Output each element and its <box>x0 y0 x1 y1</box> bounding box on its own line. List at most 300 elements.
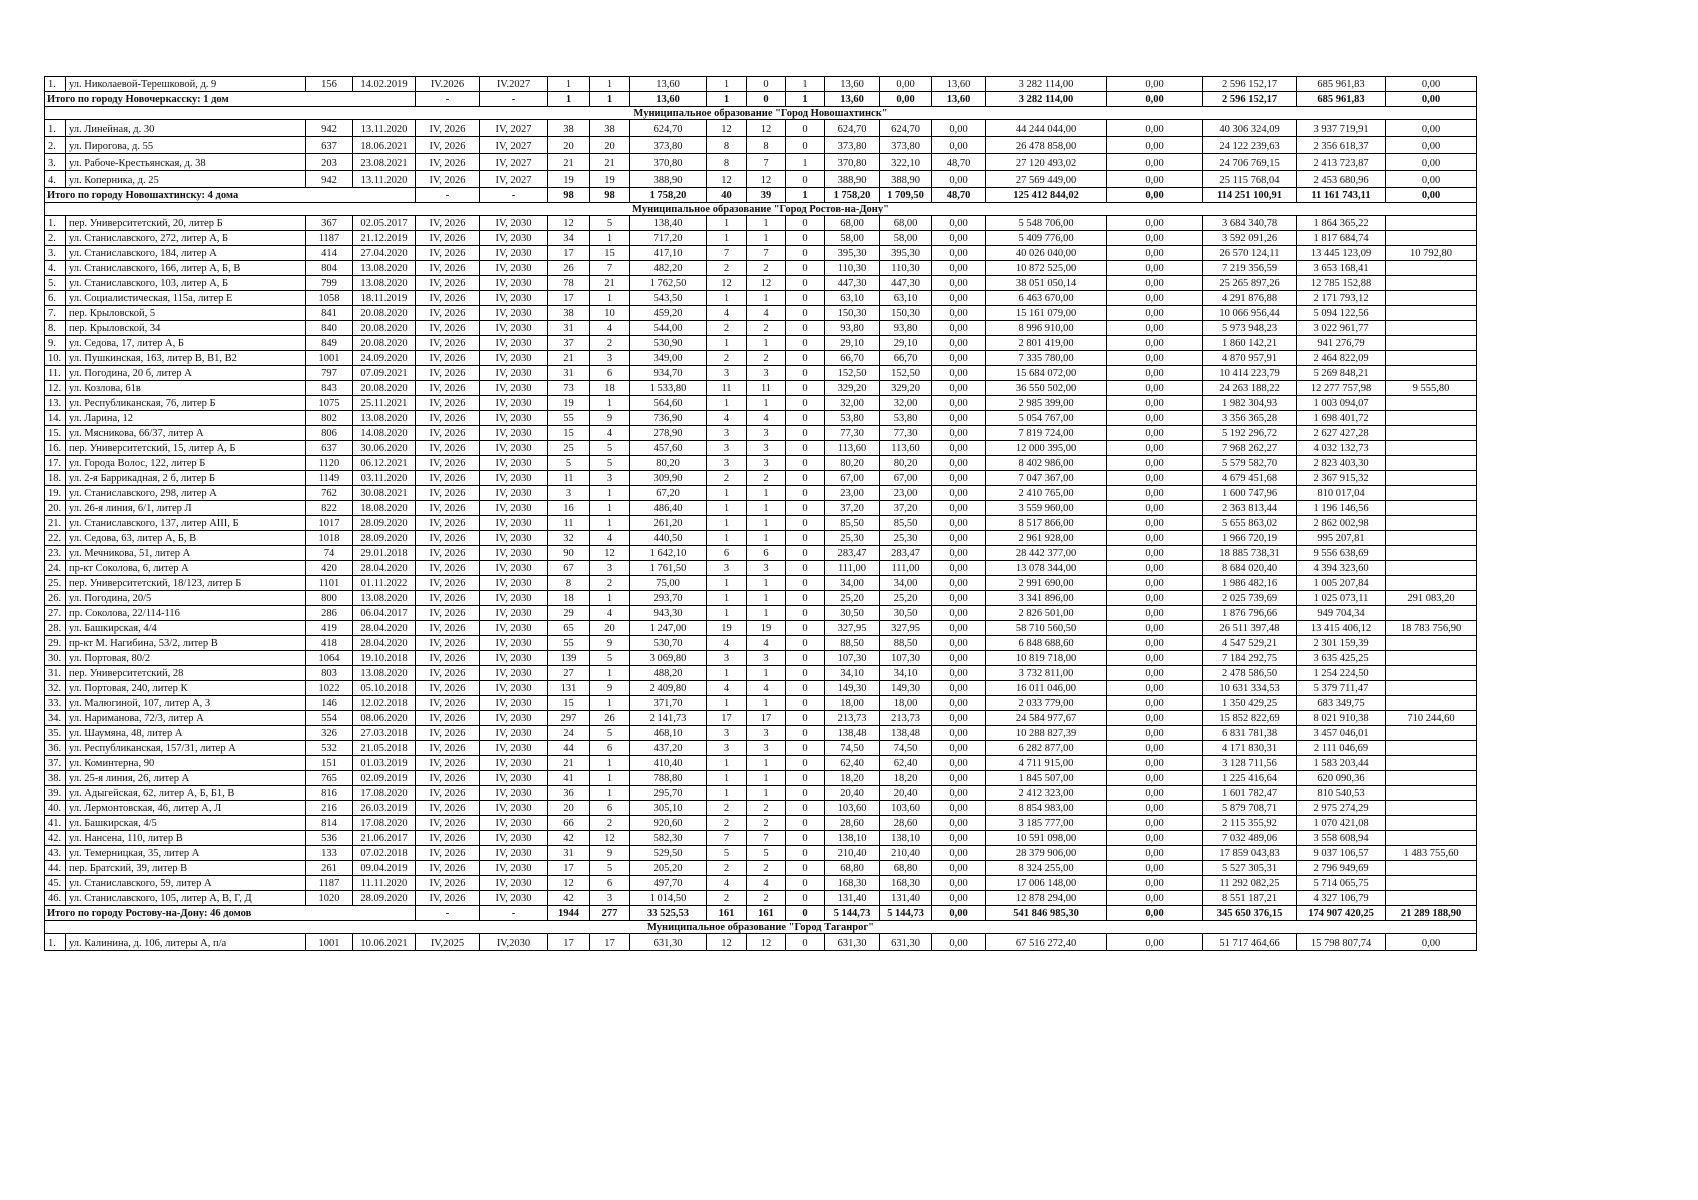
cell-c12: 0 <box>786 336 825 351</box>
cell-c14: 131,40 <box>880 891 932 906</box>
cell-c5: IV, 2026 <box>416 891 480 906</box>
cell-c17: 0,00 <box>1107 726 1203 741</box>
cell-c13: 447,30 <box>825 276 880 291</box>
cell-c7: 21 <box>548 756 590 771</box>
address-cell: ул. Республиканская, 76, литер Б <box>66 396 306 411</box>
cell-c8: 4 <box>590 426 630 441</box>
address-cell: пер. Университетский, 18/123, литер Б <box>66 576 306 591</box>
cell-c4: 11.11.2020 <box>353 876 416 891</box>
address-cell: ул. Станиславского, 137, литер АIII, Б <box>66 516 306 531</box>
cell-c7: 66 <box>548 816 590 831</box>
cell-c16: 8 996 910,00 <box>986 321 1107 336</box>
cell-c13: 66,70 <box>825 351 880 366</box>
cell-c12: 0 <box>786 696 825 711</box>
cell-c3: 637 <box>306 137 353 154</box>
cell-c16: 2 033 779,00 <box>986 696 1107 711</box>
cell-c12: 0 <box>786 831 825 846</box>
cell-c9: 349,00 <box>630 351 707 366</box>
cell-c15: 0,00 <box>932 366 986 381</box>
cell-c20: 1 483 755,60 <box>1386 846 1477 861</box>
cell-c7: 55 <box>548 636 590 651</box>
row-number: 19. <box>45 486 66 501</box>
total-cell-c12: 1 <box>786 188 825 203</box>
cell-c14: 327,95 <box>880 621 932 636</box>
cell-c17: 0,00 <box>1107 891 1203 906</box>
cell-c19: 2 453 680,96 <box>1297 171 1386 188</box>
cell-c19: 3 558 608,94 <box>1297 831 1386 846</box>
cell-c9: 943,30 <box>630 606 707 621</box>
table-row <box>45 276 1477 291</box>
cell-c8: 9 <box>590 411 630 426</box>
cell-c16: 13 078 344,00 <box>986 561 1107 576</box>
cell-c9: 261,20 <box>630 516 707 531</box>
cell-c15: 0,00 <box>932 891 986 906</box>
cell-c20 <box>1386 426 1477 441</box>
cell-c14: 77,30 <box>880 426 932 441</box>
cell-c20 <box>1386 726 1477 741</box>
cell-c7: 37 <box>548 336 590 351</box>
cell-c17: 0,00 <box>1107 636 1203 651</box>
total-cell-c5: - <box>416 906 480 921</box>
address-cell: пер. Университетский, 15, литер А, Б <box>66 441 306 456</box>
cell-c17: 0,00 <box>1107 681 1203 696</box>
address-cell: ул. Калинина, д. 106, литеры А, п/а <box>66 934 306 951</box>
cell-c5: IV, 2026 <box>416 411 480 426</box>
cell-c15: 0,00 <box>932 171 986 188</box>
total-cell-c18: 2 596 152,17 <box>1203 92 1297 107</box>
cell-c17: 0,00 <box>1107 934 1203 951</box>
cell-c5: IV, 2026 <box>416 741 480 756</box>
municipality-header-row <box>45 921 1477 934</box>
address-cell: пер. Крыловской, 5 <box>66 306 306 321</box>
address-cell: ул. Станиславского, 298, литер А <box>66 486 306 501</box>
cell-c9: 920,60 <box>630 816 707 831</box>
cell-c15: 0,00 <box>932 246 986 261</box>
cell-c4: 10.06.2021 <box>353 934 416 951</box>
cell-c13: 58,00 <box>825 231 880 246</box>
cell-c11: 12 <box>747 276 786 291</box>
address-cell: ул. Портовая, 240, литер К <box>66 681 306 696</box>
cell-c20 <box>1386 666 1477 681</box>
cell-c11: 2 <box>747 891 786 906</box>
cell-c19: 5 269 848,21 <box>1297 366 1386 381</box>
cell-c9: 205,20 <box>630 861 707 876</box>
cell-c3: 762 <box>306 486 353 501</box>
address-cell: ул. Пушкинская, 163, литер В, В1, В2 <box>66 351 306 366</box>
cell-c17: 0,00 <box>1107 801 1203 816</box>
cell-c12: 0 <box>786 576 825 591</box>
cell-c10: 2 <box>707 816 747 831</box>
table-row <box>45 756 1477 771</box>
cell-c15: 13,60 <box>932 77 986 92</box>
cell-c14: 0,00 <box>880 77 932 92</box>
cell-c9: 370,80 <box>630 154 707 171</box>
cell-c13: 210,40 <box>825 846 880 861</box>
total-cell-c18: 114 251 100,91 <box>1203 188 1297 203</box>
address-cell: пер. Крыловской, 34 <box>66 321 306 336</box>
cell-c11: 2 <box>747 261 786 276</box>
cell-c9: 468,10 <box>630 726 707 741</box>
cell-c9: 582,30 <box>630 831 707 846</box>
cell-c9: 736,90 <box>630 411 707 426</box>
cell-c6: IV, 2030 <box>480 636 548 651</box>
total-cell-c15: 13,60 <box>932 92 986 107</box>
row-number: 35. <box>45 726 66 741</box>
row-number: 1. <box>45 120 66 137</box>
cell-c6: IV, 2030 <box>480 336 548 351</box>
cell-c11: 1 <box>747 591 786 606</box>
cell-c17: 0,00 <box>1107 621 1203 636</box>
cell-c9: 486,40 <box>630 501 707 516</box>
cell-c7: 65 <box>548 621 590 636</box>
cell-c16: 8 324 255,00 <box>986 861 1107 876</box>
cell-c18: 4 547 529,21 <box>1203 636 1297 651</box>
table-row <box>45 696 1477 711</box>
cell-c15: 0,00 <box>932 471 986 486</box>
cell-c9: 2 409,80 <box>630 681 707 696</box>
address-cell: пр. Соколова, 22/114-116 <box>66 606 306 621</box>
cell-c8: 21 <box>590 154 630 171</box>
cell-c7: 42 <box>548 831 590 846</box>
table-row <box>45 801 1477 816</box>
cell-c4: 13.11.2020 <box>353 171 416 188</box>
cell-c10: 2 <box>707 861 747 876</box>
cell-c7: 31 <box>548 366 590 381</box>
address-cell: ул. Станиславского, 59, литер А <box>66 876 306 891</box>
cell-c20 <box>1386 576 1477 591</box>
cell-c10: 12 <box>707 120 747 137</box>
cell-c17: 0,00 <box>1107 411 1203 426</box>
cell-c4: 18.08.2020 <box>353 501 416 516</box>
cell-c7: 73 <box>548 381 590 396</box>
cell-c7: 38 <box>548 306 590 321</box>
cell-c4: 29.01.2018 <box>353 546 416 561</box>
cell-c6: IV, 2027 <box>480 120 548 137</box>
cell-c20: 0,00 <box>1386 171 1477 188</box>
table-row <box>45 576 1477 591</box>
cell-c7: 36 <box>548 786 590 801</box>
cell-c19: 8 021 910,38 <box>1297 711 1386 726</box>
table-row <box>45 666 1477 681</box>
cell-c13: 37,20 <box>825 501 880 516</box>
cell-c14: 68,00 <box>880 216 932 231</box>
cell-c15: 0,00 <box>932 546 986 561</box>
cell-c18: 1 600 747,96 <box>1203 486 1297 501</box>
cell-c7: 21 <box>548 154 590 171</box>
cell-c16: 6 848 688,60 <box>986 636 1107 651</box>
row-number: 5. <box>45 276 66 291</box>
cell-c10: 1 <box>707 591 747 606</box>
cell-c13: 631,30 <box>825 934 880 951</box>
cell-c14: 80,20 <box>880 456 932 471</box>
cell-c12: 0 <box>786 621 825 636</box>
cell-c19: 4 032 132,73 <box>1297 441 1386 456</box>
total-cell-c7: 98 <box>548 188 590 203</box>
cell-c16: 10 872 525,00 <box>986 261 1107 276</box>
cell-c20 <box>1386 876 1477 891</box>
row-number: 30. <box>45 651 66 666</box>
cell-c4: 08.06.2020 <box>353 711 416 726</box>
table-row <box>45 891 1477 906</box>
cell-c5: IV, 2026 <box>416 606 480 621</box>
cell-c7: 12 <box>548 216 590 231</box>
cell-c16: 8 854 983,00 <box>986 801 1107 816</box>
cell-c3: 816 <box>306 786 353 801</box>
cell-c19: 2 464 822,09 <box>1297 351 1386 366</box>
cell-c12: 0 <box>786 876 825 891</box>
table-row <box>45 546 1477 561</box>
cell-c17: 0,00 <box>1107 321 1203 336</box>
cell-c7: 1 <box>548 77 590 92</box>
cell-c17: 0,00 <box>1107 876 1203 891</box>
cell-c12: 0 <box>786 861 825 876</box>
cell-c20 <box>1386 546 1477 561</box>
cell-c14: 58,00 <box>880 231 932 246</box>
cell-c12: 0 <box>786 636 825 651</box>
cell-c3: 420 <box>306 561 353 576</box>
cell-c17: 0,00 <box>1107 120 1203 137</box>
cell-c16: 40 026 040,00 <box>986 246 1107 261</box>
cell-c6: IV,2030 <box>480 934 548 951</box>
cell-c11: 1 <box>747 516 786 531</box>
cell-c4: 06.12.2021 <box>353 456 416 471</box>
cell-c20: 0,00 <box>1386 137 1477 154</box>
cell-c9: 80,20 <box>630 456 707 471</box>
total-cell-c10: 1 <box>707 92 747 107</box>
cell-c10: 1 <box>707 576 747 591</box>
cell-c11: 2 <box>747 801 786 816</box>
cell-c12: 0 <box>786 501 825 516</box>
cell-c7: 34 <box>548 231 590 246</box>
cell-c4: 21.05.2018 <box>353 741 416 756</box>
cell-c19: 1 003 094,07 <box>1297 396 1386 411</box>
cell-c13: 103,60 <box>825 801 880 816</box>
cell-c5: IV, 2026 <box>416 816 480 831</box>
cell-c9: 305,10 <box>630 801 707 816</box>
cell-c7: 18 <box>548 591 590 606</box>
cell-c20 <box>1386 741 1477 756</box>
table-row <box>45 171 1477 188</box>
cell-c6: IV, 2030 <box>480 246 548 261</box>
address-cell: ул. Рабоче-Крестьянская, д. 38 <box>66 154 306 171</box>
cell-c11: 1 <box>747 486 786 501</box>
cell-c12: 0 <box>786 741 825 756</box>
cell-c13: 85,50 <box>825 516 880 531</box>
cell-c16: 7 047 367,00 <box>986 471 1107 486</box>
cell-c11: 1 <box>747 231 786 246</box>
cell-c6: IV, 2030 <box>480 591 548 606</box>
cell-c12: 0 <box>786 216 825 231</box>
total-cell-c7: 1944 <box>548 906 590 921</box>
cell-c6: IV, 2030 <box>480 486 548 501</box>
cell-c15: 0,00 <box>932 681 986 696</box>
cell-c19: 12 277 757,98 <box>1297 381 1386 396</box>
cell-c19: 685 961,83 <box>1297 77 1386 92</box>
city-total-row <box>45 188 1477 203</box>
row-number: 4. <box>45 261 66 276</box>
cell-c20 <box>1386 336 1477 351</box>
cell-c4: 17.08.2020 <box>353 816 416 831</box>
cell-c18: 15 852 822,69 <box>1203 711 1297 726</box>
cell-c5: IV, 2026 <box>416 456 480 471</box>
cell-c19: 15 798 807,74 <box>1297 934 1386 951</box>
table-row <box>45 231 1477 246</box>
cell-c10: 1 <box>707 531 747 546</box>
cell-c12: 0 <box>786 137 825 154</box>
cell-c14: 53,80 <box>880 411 932 426</box>
cell-c17: 0,00 <box>1107 576 1203 591</box>
cell-c8: 3 <box>590 471 630 486</box>
row-number: 44. <box>45 861 66 876</box>
cell-c20 <box>1386 891 1477 906</box>
cell-c6: IV, 2030 <box>480 711 548 726</box>
cell-c3: 418 <box>306 636 353 651</box>
table-row <box>45 636 1477 651</box>
cell-c4: 21.12.2019 <box>353 231 416 246</box>
cell-c5: IV, 2026 <box>416 516 480 531</box>
address-cell: ул. Станиславского, 184, литер А <box>66 246 306 261</box>
cell-c6: IV, 2030 <box>480 561 548 576</box>
table-row <box>45 651 1477 666</box>
cell-c3: 261 <box>306 861 353 876</box>
cell-c7: 19 <box>548 396 590 411</box>
cell-c12: 0 <box>786 321 825 336</box>
cell-c14: 23,00 <box>880 486 932 501</box>
cell-c16: 44 244 044,00 <box>986 120 1107 137</box>
cell-c11: 1 <box>747 771 786 786</box>
cell-c8: 5 <box>590 726 630 741</box>
cell-c14: 138,48 <box>880 726 932 741</box>
cell-c19: 5 379 711,47 <box>1297 681 1386 696</box>
cell-c19: 13 445 123,09 <box>1297 246 1386 261</box>
cell-c10: 17 <box>707 711 747 726</box>
table-row <box>45 486 1477 501</box>
cell-c12: 0 <box>786 756 825 771</box>
cell-c18: 1 225 416,64 <box>1203 771 1297 786</box>
cell-c12: 0 <box>786 381 825 396</box>
cell-c9: 138,40 <box>630 216 707 231</box>
table-row <box>45 816 1477 831</box>
cell-c15: 0,00 <box>932 351 986 366</box>
cell-c17: 0,00 <box>1107 771 1203 786</box>
cell-c10: 1 <box>707 486 747 501</box>
cell-c9: 497,70 <box>630 876 707 891</box>
cell-c4: 18.06.2021 <box>353 137 416 154</box>
cell-c18: 4 870 957,91 <box>1203 351 1297 366</box>
cell-c14: 631,30 <box>880 934 932 951</box>
cell-c17: 0,00 <box>1107 306 1203 321</box>
cell-c15: 0,00 <box>932 816 986 831</box>
cell-c17: 0,00 <box>1107 231 1203 246</box>
cell-c13: 138,10 <box>825 831 880 846</box>
cell-c18: 18 885 738,31 <box>1203 546 1297 561</box>
cell-c18: 40 306 324,09 <box>1203 120 1297 137</box>
row-number: 8. <box>45 321 66 336</box>
cell-c13: 283,47 <box>825 546 880 561</box>
cell-c7: 131 <box>548 681 590 696</box>
cell-c19: 5 094 122,56 <box>1297 306 1386 321</box>
cell-c7: 24 <box>548 726 590 741</box>
row-number: 10. <box>45 351 66 366</box>
cell-c20 <box>1386 606 1477 621</box>
cell-c6: IV, 2030 <box>480 441 548 456</box>
row-number: 1. <box>45 216 66 231</box>
cell-c11: 7 <box>747 246 786 261</box>
cell-c7: 139 <box>548 651 590 666</box>
cell-c15: 0,00 <box>932 321 986 336</box>
cell-c17: 0,00 <box>1107 846 1203 861</box>
cell-c17: 0,00 <box>1107 246 1203 261</box>
cell-c12: 1 <box>786 154 825 171</box>
row-number: 18. <box>45 471 66 486</box>
cell-c5: IV, 2026 <box>416 216 480 231</box>
cell-c10: 1 <box>707 756 747 771</box>
table-row <box>45 711 1477 726</box>
cell-c11: 2 <box>747 816 786 831</box>
table-row <box>45 531 1477 546</box>
cell-c4: 20.08.2020 <box>353 306 416 321</box>
cell-c6: IV, 2030 <box>480 471 548 486</box>
cell-c5: IV, 2026 <box>416 711 480 726</box>
cell-c14: 66,70 <box>880 351 932 366</box>
cell-c10: 3 <box>707 441 747 456</box>
cell-c9: 457,60 <box>630 441 707 456</box>
cell-c6: IV, 2030 <box>480 306 548 321</box>
cell-c8: 9 <box>590 636 630 651</box>
cell-c4: 17.08.2020 <box>353 786 416 801</box>
cell-c5: IV, 2026 <box>416 137 480 154</box>
cell-c6: IV, 2027 <box>480 154 548 171</box>
cell-c16: 3 282 114,00 <box>986 77 1107 92</box>
cell-c4: 07.09.2021 <box>353 366 416 381</box>
cell-c3: 1120 <box>306 456 353 471</box>
cell-c8: 1 <box>590 696 630 711</box>
cell-c11: 1 <box>747 336 786 351</box>
row-number: 21. <box>45 516 66 531</box>
cell-c6: IV, 2030 <box>480 816 548 831</box>
cell-c4: 19.10.2018 <box>353 651 416 666</box>
cell-c13: 13,60 <box>825 77 880 92</box>
cell-c13: 131,40 <box>825 891 880 906</box>
address-cell: ул. Линейная, д. 30 <box>66 120 306 137</box>
cell-c15: 0,00 <box>932 861 986 876</box>
address-cell: ул. Республиканская, 157/31, литер А <box>66 741 306 756</box>
cell-c9: 934,70 <box>630 366 707 381</box>
cell-c10: 1 <box>707 216 747 231</box>
cell-c4: 13.08.2020 <box>353 666 416 681</box>
cell-c13: 53,80 <box>825 411 880 426</box>
cell-c13: 111,00 <box>825 561 880 576</box>
municipality-header-row <box>45 107 1477 120</box>
cell-c17: 0,00 <box>1107 786 1203 801</box>
total-cell-c20: 0,00 <box>1386 188 1477 203</box>
cell-c6: IV, 2030 <box>480 786 548 801</box>
cell-c20 <box>1386 411 1477 426</box>
cell-c5: IV, 2026 <box>416 306 480 321</box>
cell-c17: 0,00 <box>1107 456 1203 471</box>
address-cell: ул. 2-я Баррикадная, 2 б, литер Б <box>66 471 306 486</box>
cell-c9: 631,30 <box>630 934 707 951</box>
cell-c4: 24.09.2020 <box>353 351 416 366</box>
cell-c3: 1149 <box>306 471 353 486</box>
table-row <box>45 606 1477 621</box>
cell-c18: 1 982 304,93 <box>1203 396 1297 411</box>
cell-c15: 0,00 <box>932 786 986 801</box>
cell-c17: 0,00 <box>1107 861 1203 876</box>
cell-c10: 19 <box>707 621 747 636</box>
cell-c19: 9 556 638,69 <box>1297 546 1386 561</box>
total-cell-c15: 0,00 <box>932 906 986 921</box>
